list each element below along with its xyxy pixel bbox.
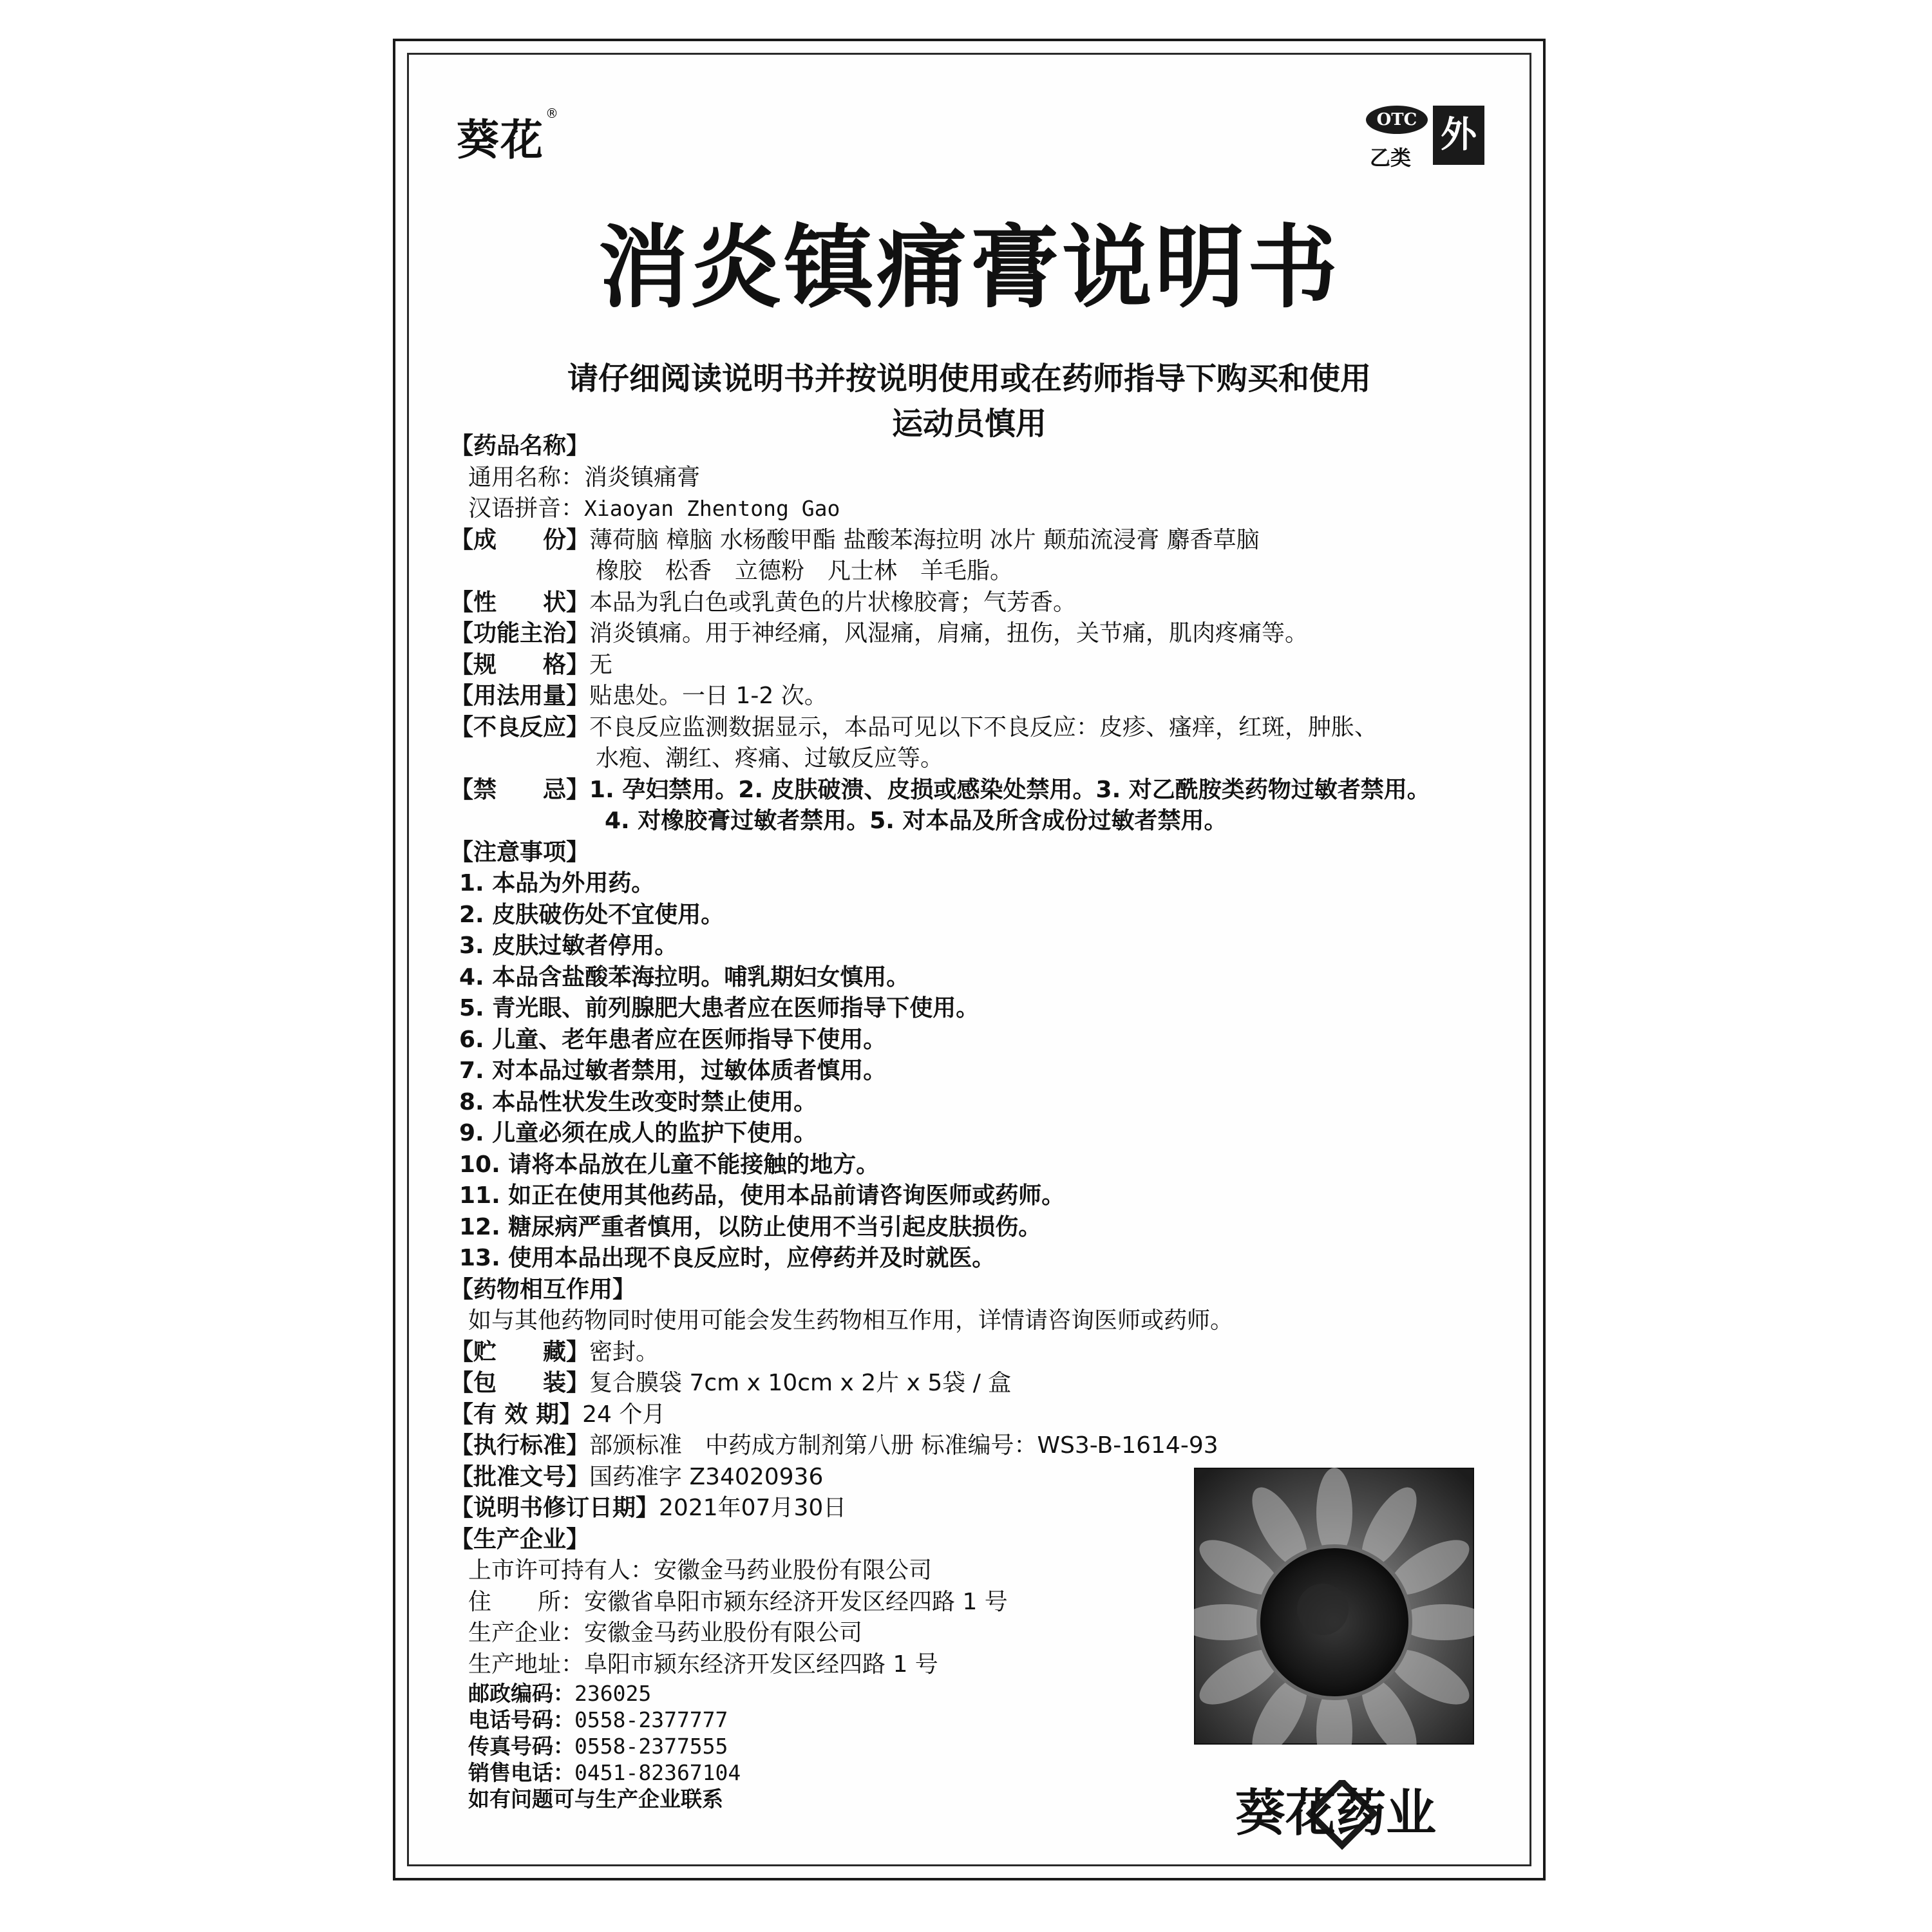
list-item: 6. 儿童、老年患者应在医师指导下使用。 bbox=[459, 1026, 887, 1053]
document-title: 消炎镇痛膏说明书 bbox=[598, 216, 1340, 321]
list-item: 4. 本品含盐酸苯海拉明。哺乳期妇女慎用。 bbox=[459, 963, 910, 990]
list-item: 10. 请将本品放在儿童不能接触的地方。 bbox=[459, 1151, 880, 1178]
standard-label: 【执行标准】 bbox=[450, 1432, 590, 1459]
section-indications bbox=[450, 618, 1493, 650]
section-packaging bbox=[450, 1368, 1493, 1399]
revision-value: 2021年07月30日 bbox=[659, 1495, 847, 1521]
section-adverse bbox=[450, 712, 1493, 744]
contraindications-continued bbox=[450, 806, 1493, 837]
section-label: 【药品名称】 bbox=[450, 433, 590, 459]
list-item: 9. 儿童必须在成人的监护下使用。 bbox=[459, 1120, 817, 1146]
producer-label: 生产企业： bbox=[468, 1620, 585, 1646]
adverse-label: 【不良反应】 bbox=[450, 714, 590, 741]
approval-label: 【批准文号】 bbox=[450, 1463, 590, 1490]
registered-mark: ® bbox=[545, 106, 560, 121]
precautions-label: 【注意事项】 bbox=[450, 838, 590, 866]
ingredients-label: 【成 份】 bbox=[450, 526, 590, 553]
generic-name-row bbox=[450, 462, 1493, 494]
list-item: 5. 青光眼、前列腺肥大患者应在医师指导下使用。 bbox=[459, 995, 980, 1021]
site-label: 生产地址： bbox=[468, 1651, 585, 1678]
properties-label: 【性 状】 bbox=[450, 589, 590, 616]
section-storage bbox=[450, 1337, 1493, 1368]
revision-label: 【说明书修订日期】 bbox=[450, 1495, 659, 1521]
postcode-value: 236025 bbox=[574, 1681, 652, 1706]
brand-logo-top bbox=[457, 106, 560, 167]
sales-value: 0451-82367104 bbox=[574, 1760, 741, 1785]
list-item: 11. 如正在使用其他药品，使用本品前请咨询医师或药师。 bbox=[459, 1182, 1065, 1209]
indications-value: 消炎镇痛。用于神经痛，风湿痛，肩痛，扭伤，关节痛，肌肉疼痛等。 bbox=[589, 620, 1309, 647]
holder-value: 安徽金马药业股份有限公司 bbox=[654, 1557, 933, 1584]
section-drug-name bbox=[450, 431, 1493, 462]
approval-value: 国药准字 Z34020936 bbox=[589, 1463, 824, 1490]
list-item: 8. 本品性状发生改变时禁止使用。 bbox=[459, 1088, 817, 1115]
ingredients-line1: 薄荷脑 樟脑 水杨酸甲酯 盐酸苯海拉明 冰片 颠茄流浸膏 麝香草脑 bbox=[589, 526, 1260, 553]
packaging-label: 【包 装】 bbox=[450, 1370, 590, 1396]
brand-logo-bottom-mark bbox=[1194, 1780, 1477, 1851]
precautions-list bbox=[450, 868, 1493, 1274]
contact-hint: 如有问题可与生产企业联系 bbox=[468, 1786, 723, 1812]
manufacturer-label: 【生产企业】 bbox=[450, 1526, 590, 1553]
validity-value: 24 个月 bbox=[582, 1401, 666, 1428]
list-item: 1. 本品为外用药。 bbox=[459, 870, 655, 896]
sales-label: 销售电话： bbox=[468, 1760, 574, 1785]
generic-name-value: 消炎镇痛膏 bbox=[584, 464, 701, 491]
otc-class-label: 乙类 bbox=[1370, 146, 1412, 170]
interactions-label: 【药物相互作用】 bbox=[450, 1276, 636, 1303]
phone-label: 电话号码： bbox=[468, 1707, 574, 1732]
storage-value: 密封。 bbox=[589, 1338, 659, 1365]
usage-warning: 请仔细阅读说明书并按说明使用或在药师指导下购买和使用 bbox=[567, 361, 1371, 397]
holder-label: 上市许可持有人： bbox=[468, 1557, 654, 1584]
specification-label: 【规 格】 bbox=[450, 651, 590, 678]
otc-badge: OTC bbox=[1366, 106, 1428, 134]
address-label: 住 所： bbox=[468, 1588, 585, 1615]
ingredients-line2: 橡胶 松香 立德粉 凡士林 羊毛脂。 bbox=[596, 558, 1014, 584]
section-properties bbox=[450, 587, 1493, 619]
specification-value: 无 bbox=[589, 651, 613, 678]
dosage-label: 【用法用量】 bbox=[450, 683, 590, 709]
storage-label: 【贮 藏】 bbox=[450, 1338, 590, 1365]
properties-value: 本品为乳白色或乳黄色的片状橡胶膏；气芳香。 bbox=[589, 589, 1077, 616]
list-item: 2. 皮肤破伤处不宜使用。 bbox=[459, 901, 724, 928]
athlete-warning: 运动员慎用 bbox=[891, 406, 1046, 442]
brand-logo-bottom bbox=[1194, 1780, 1477, 1851]
section-dosage bbox=[450, 681, 1493, 712]
brand-logo-text: 葵花药业 bbox=[1235, 1785, 1437, 1842]
fax-label: 传真号码： bbox=[468, 1734, 574, 1759]
ingredients-continued bbox=[450, 556, 1493, 587]
postcode-label: 邮政编码： bbox=[468, 1681, 574, 1706]
adverse-continued bbox=[450, 743, 1493, 775]
external-use-mark: 外 bbox=[1433, 106, 1484, 165]
producer-value: 安徽金马药业股份有限公司 bbox=[584, 1620, 863, 1646]
section-validity bbox=[450, 1399, 1493, 1431]
list-item: 3. 皮肤过敏者停用。 bbox=[459, 933, 678, 959]
contraindications-label: 【禁 忌】 bbox=[450, 776, 590, 803]
section-standard bbox=[450, 1430, 1493, 1462]
sunflower-image bbox=[1194, 1468, 1474, 1745]
contraindications-line1: 1. 孕妇禁用。2. 皮肤破溃、皮损或感染处禁用。3. 对乙酰胺类药物过敏者禁用。 bbox=[589, 776, 1430, 803]
validity-label: 【有 效 期】 bbox=[450, 1401, 583, 1428]
contraindications-line2: 4. 对橡胶膏过敏者禁用。5. 对本品及所含成份过敏者禁用。 bbox=[605, 808, 1227, 834]
section-ingredients bbox=[450, 525, 1493, 556]
generic-name-label: 通用名称： bbox=[468, 464, 585, 491]
section-interactions bbox=[450, 1274, 1493, 1306]
packaging-value: 复合膜袋 7cm x 10cm x 2片 x 5袋 / 盒 bbox=[589, 1370, 1012, 1396]
interactions-text bbox=[450, 1305, 1493, 1337]
standard-value: 部颁标准 中药成方制剂第八册 标准编号：WS3-B-1614-93 bbox=[589, 1432, 1218, 1459]
interactions-value: 如与其他药物同时使用可能会发生药物相互作用，详情请咨询医师或药师。 bbox=[468, 1307, 1234, 1334]
dosage-value: 贴患处。一日 1-2 次。 bbox=[589, 683, 828, 709]
adverse-line1: 不良反应监测数据显示，本品可见以下不良反应：皮疹、瘙痒，红斑，肿胀、 bbox=[589, 714, 1378, 741]
address-value: 安徽省阜阳市颍东经济开发区经四路 1 号 bbox=[584, 1588, 1008, 1615]
site-value: 阜阳市颍东经济开发区经四路 1 号 bbox=[584, 1651, 938, 1678]
fax-value: 0558-2377555 bbox=[574, 1734, 728, 1759]
otc-badge-group bbox=[1366, 106, 1482, 196]
leaflet-sheet bbox=[393, 39, 1546, 1880]
indications-label: 【功能主治】 bbox=[450, 620, 590, 647]
list-item: 12. 糖尿病严重者慎用，以防止使用不当引起皮肤损伤。 bbox=[459, 1213, 1042, 1240]
pinyin-value: Xiaoyan Zhentong Gao bbox=[584, 496, 840, 521]
list-item: 13. 使用本品出现不良反应时，应停药并及时就医。 bbox=[459, 1245, 996, 1271]
pinyin-row bbox=[450, 493, 1493, 525]
phone-value: 0558-2377777 bbox=[574, 1707, 728, 1732]
section-contraindications bbox=[450, 775, 1493, 806]
list-item: 7. 对本品过敏者禁用，过敏体质者慎用。 bbox=[459, 1057, 887, 1084]
section-precautions bbox=[450, 837, 1493, 869]
brand-name: 葵花 bbox=[457, 115, 544, 165]
pinyin-label: 汉语拼音： bbox=[468, 495, 585, 522]
section-specification bbox=[450, 650, 1493, 681]
adverse-line2: 水疱、潮红、疼痛、过敏反应等。 bbox=[596, 745, 944, 772]
